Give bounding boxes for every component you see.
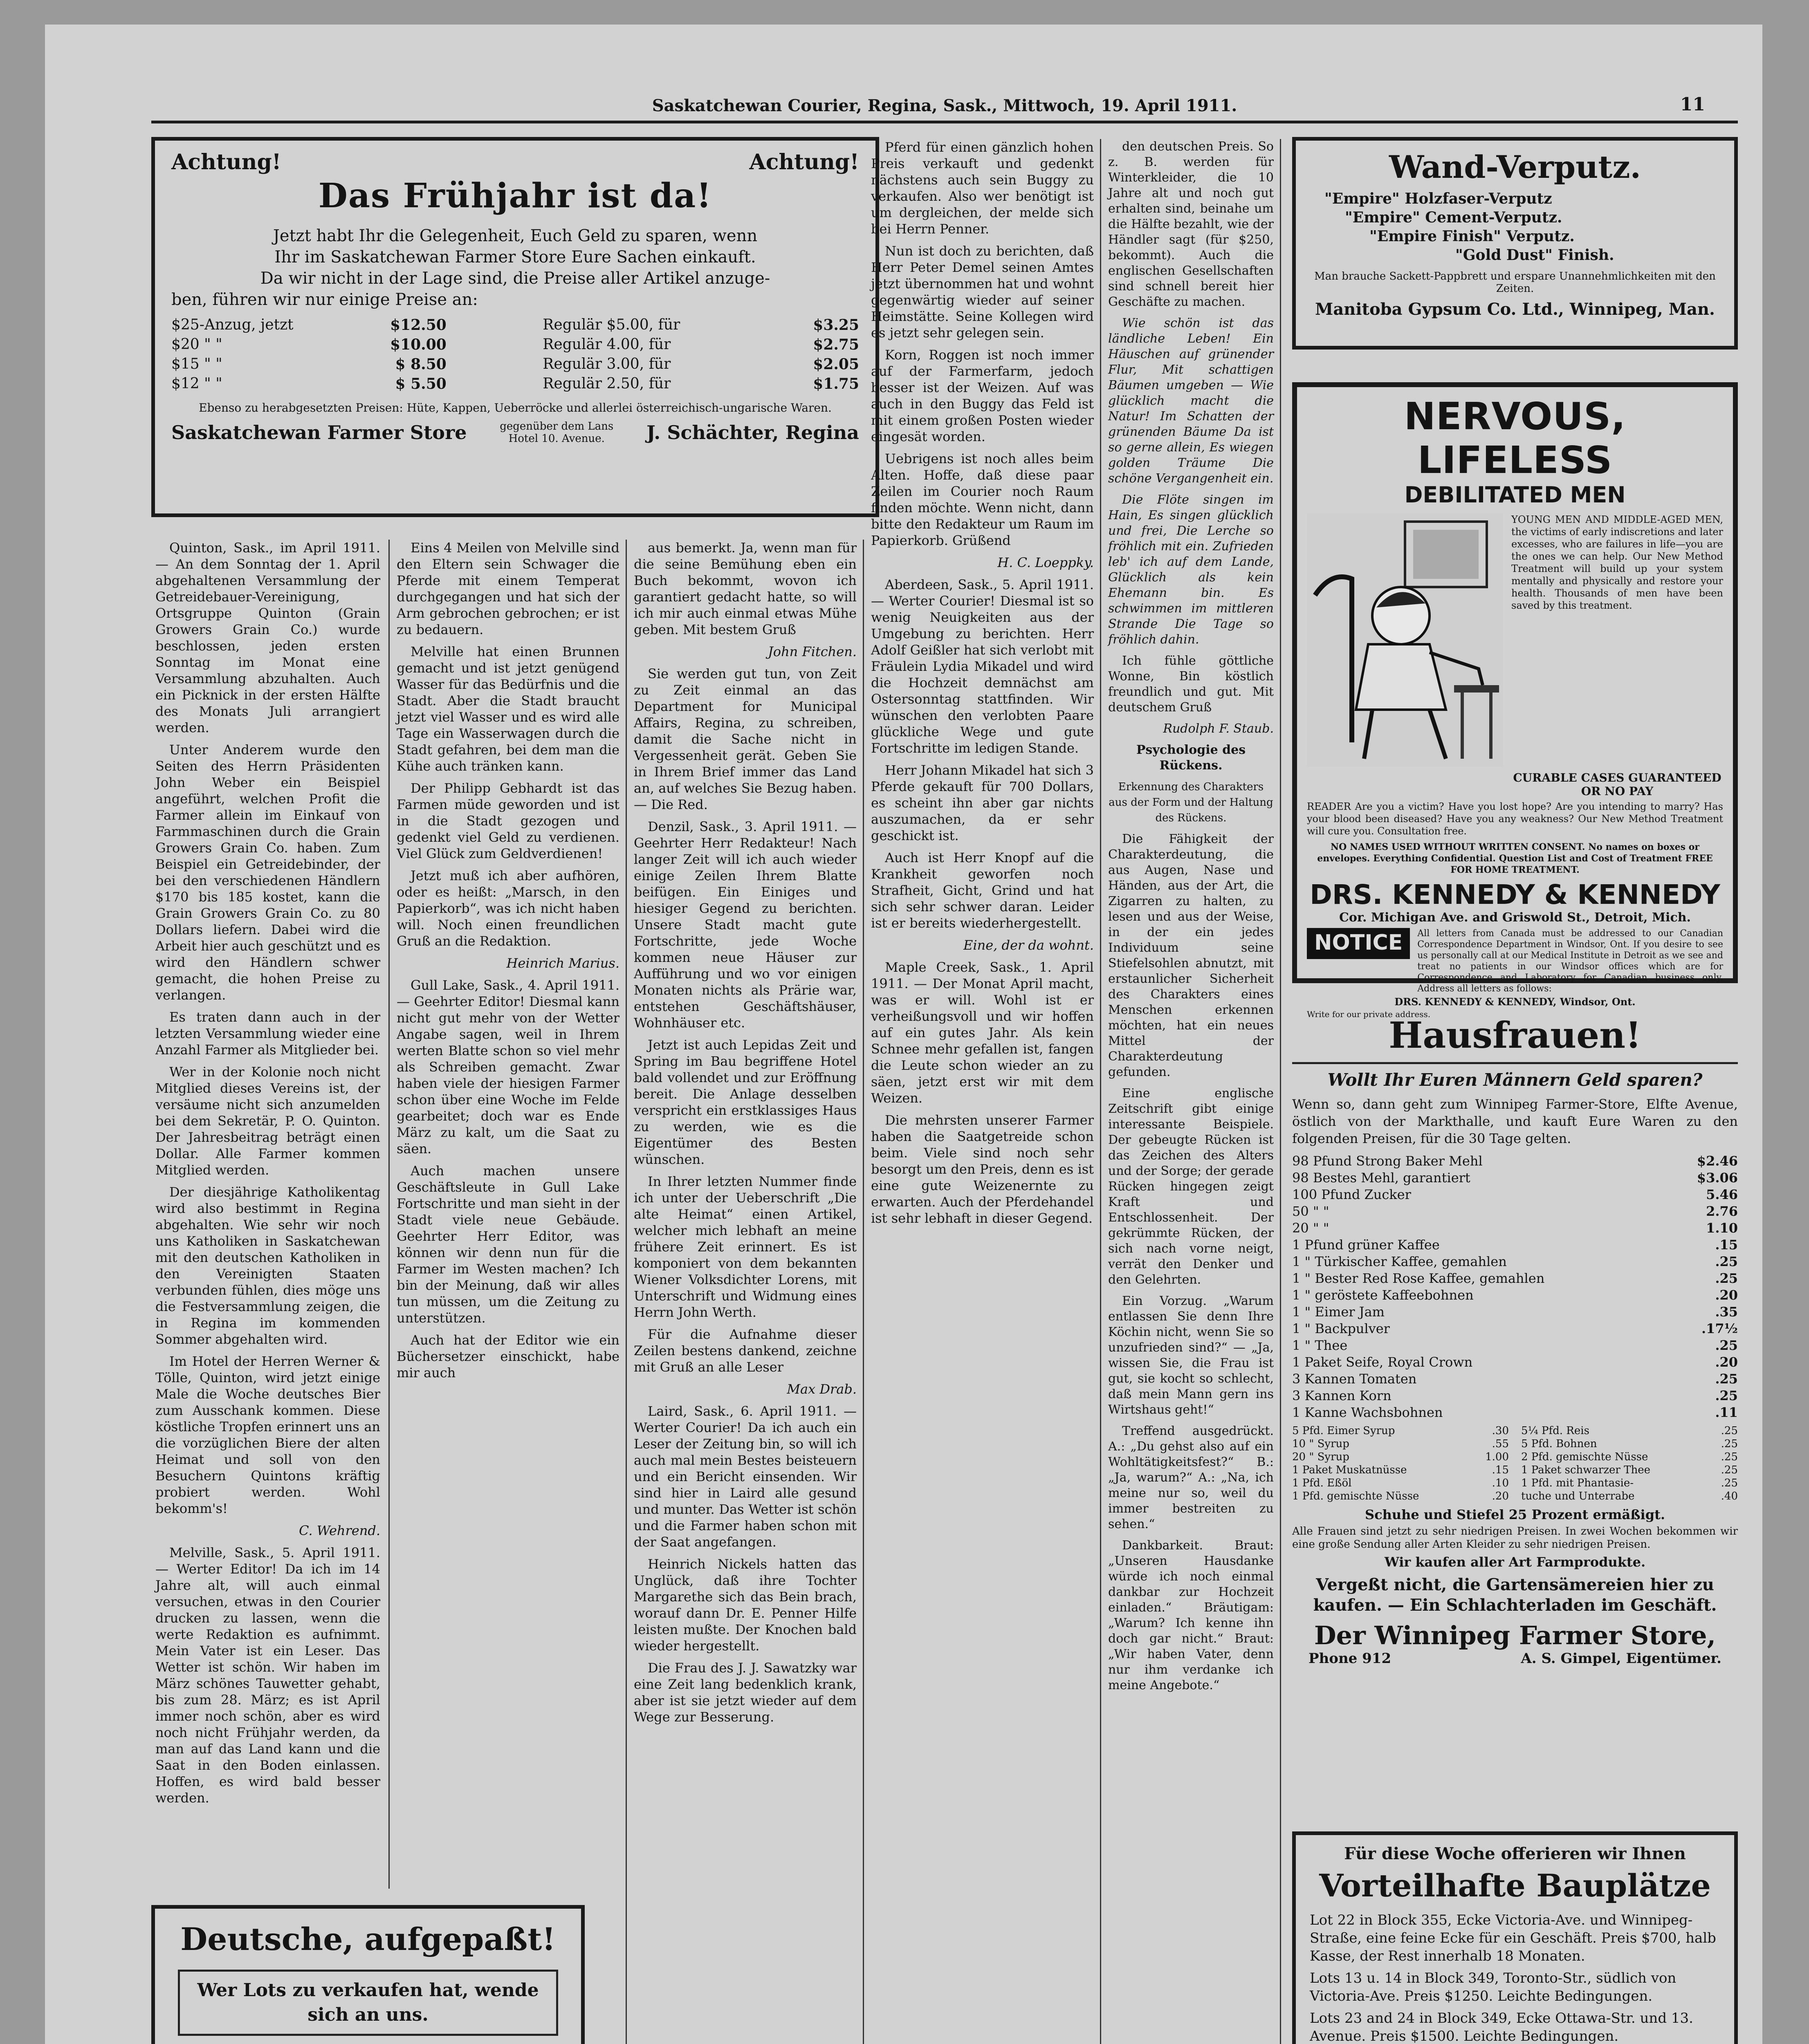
hausfrauen-store: Der Winnipeg Farmer Store, [1314,1620,1716,1650]
small-item: 2 Pfd. gemischte Nüsse [1521,1451,1648,1463]
column-5 [1108,139,1274,2044]
article: Uebrigens ist noch alles beim Alten. Hoffe, daß diese paar Zeilen im Courier noch Raum finden möchte. Wenn nicht, dann bitte den Redakteur um Raum im Papierkorb. Grüßend [871,451,1094,548]
item-price: .25 [1715,1338,1738,1353]
small-price: .40 [1721,1490,1738,1502]
article: Maple Creek, Sask., 1. April 1911. — Der Monat April macht, was er will. Wohl ist er verheißungsvoll und wir hoffen auf ein gutes Jahr. Als kein Schnee mehr gefallen ist, fangen die Leute schon wieder an zu säen, jetzt erst wir mit dem Weizen. [871,959,1094,1106]
page-number: 11 [1680,94,1705,115]
article: Im Hotel der Herren Werner & Tölle, Quinton, wird jetzt einige Male die Woche deutsches Bier zum Ausschank kommen. Diese köstliche Tropfen erinnert uns an die vorzüglichen Biere der alten Heimat und soll von den Besuchern Quintons kräftig probiert werden. Wohl bekomm's! [155,1354,380,1516]
article: Unter Anderem wurde den Seiten des Herrn Präsidenten John Weber ein Beispiel angeführt, welchen Profit die Farmer allein im Einkauf von Farmmaschinen durch die Grain Growers Grain Co. haben. Zum Beispiel ein Getreidebinder, der bei den verschiedenen Händlern $170 bis 185 kostet, kann die Grain Growers Grain Co. zu 80 Dollars liefern. Dabei wird die Arbeit hier auch geschützt und es wird den Händlern schwer gemacht, die hohen Preise zu verlangen. [155,742,380,1003]
item-name: 1 Kanne Wachsbohnen [1292,1405,1443,1420]
item-price: 5.46 [1706,1187,1738,1202]
small-item: 1 Pfd. mit Phantasie- [1521,1477,1634,1489]
article: den deutschen Preis. So z. B. werden für Winterkleider, die 10 Jahre alt und noch gut erhalten sind, beinahe um die Hälfte bezahlt, wie der Händler sagt (für $250, bekommt). Auch die englischen Gesellschaften sind schnell bereit hier Geschäfte zu machen. [1108,139,1274,309]
suit-price: $10.00 [390,336,447,353]
hausfrauen-title: Hausfrauen! [1389,1014,1641,1056]
small-item: 1 Pfd. gemischte Nüsse [1292,1490,1419,1502]
rink-title: Deutsche, aufgepaßt! [180,1921,556,1957]
ad-hausfrauen [1292,1014,1738,1791]
item-name: 1 Pfund grüner Kaffee [1292,1237,1440,1253]
ad-saskatchewan-farmer-store [151,137,879,517]
item-price: .15 [1715,1237,1738,1253]
price-row [171,335,859,354]
suit-label: $20 " " [171,336,222,353]
small-price: .10 [1492,1477,1509,1489]
lot-offer: Lot 22 in Block 355, Ecke Victoria-Ave. und Winnipeg-Straße, eine feine Ecke für ein Geschäft. Preis $700, halb Kasse, der Rest innerhalb 18 Monaten. [1310,1912,1716,1964]
item-name: 1 " Bester Red Rose Kaffee, gemahlen [1292,1271,1545,1286]
column-4 [871,139,1094,2044]
notice-label: NOTICE [1307,928,1410,959]
column-rule [863,540,864,2044]
column-rule [626,540,627,2044]
poem: Wie schön ist das ländliche Leben! Ein Häuschen auf grünender Flur, Mit schattigen Bäumen umgeben — Wie glücklich macht die Natur! Im Schatten der grünenden Bäume Da ist so gerne allein, Es wiegen golden Träume Die schöne Vergangenheit ein. [1108,316,1274,486]
article: Quinton, Sask., im April 1911. — An dem Sonntag der 1. April abgehaltenen Versammlung der Getreidebauer-Vereinigung, Ortsgruppe Quinton (Grain Growers Grain Co.) wurde beschlossen, jeden ersten Sonntag im Monat eine Versammlung abzuhalten. Auch ein Picknick in der ersten Hälfte des Monats Juli arrangiert werden. [155,540,380,735]
price-item [1292,1153,1738,1170]
regular-price: $3.25 [813,316,859,334]
suit-price: $ 5.50 [395,375,447,392]
price-item [1292,1371,1738,1387]
ad-store-address: gegenüber dem Lans Hotel 10. Avenue. [500,420,614,445]
anecdote: Dankbarkeit. Braut: „Unseren Hausdanke würde ich noch einmal dankbar zur Hochzeit einladen.“ Bräutigam: „Warum? Ich kenne ihn doch gar nicht.“ Braut: „Wir haben Vater, denn nur ihm verdanke ich meine Angebote.“ [1108,1538,1274,1692]
price-item [1292,1320,1738,1337]
ad-headline: Das Frühjahr ist da! [318,176,712,215]
signature: Max Drab. [787,1381,857,1397]
small-price: .15 [1492,1464,1509,1476]
regular-label: Regulär 3.00, für [543,356,671,372]
article: Denzil, Sask., 3. April 1911. — Geehrter Herr Redakteur! Nach langer Zeit will ich auch wieder einige Zeilen Ihrem Blatte beifügen. Ein Einiges und hiesiger Gegend zu berichten. Unsere Stadt macht gute Fortschritte, jede Woche kommen neue Häuser zur Aufführung und wo vor einigen Monaten nichts als Prärie war, entstehen Geschäftshäuser, Wohnhäuser etc. [634,819,857,1031]
item-name: 98 Bestes Mehl, garantiert [1292,1170,1470,1186]
lot-offer: Lots 23 and 24 in Block 349, Ecke Ottawa-Str. und 13. Avenue. Preis $1500. Leichte Bedingungen. [1310,2010,1693,2044]
article: Laird, Sask., 6. April 1911. — Werter Courier! Da ich auch ein Leser der Zeitung bin, so will ich auch mal mein Bestes beisteuern und ein Bericht einsenden. Wir sind hier in Laird alle gesund und munter. Das Wetter ist schön und die Farmer haben schon mit der Saat angefangen. [634,1403,857,1550]
item-price: $2.46 [1697,1153,1738,1169]
item-name: 1 " geröstete Kaffeebohnen [1292,1287,1474,1303]
kennedy-subhead: DEBILITATED MEN [1404,482,1626,508]
price-item [1292,1220,1738,1237]
item-price: .17½ [1701,1321,1738,1336]
article: Melville, Sask., 5. April 1911. — Werter Editor! Da ich im 14 Jahre alt, will auch einmal versuchen, etwas in den Courier drucken zu lassen, wenn die werte Redaktion es aufnimmt. Mein Vater ist ein Leser. Das Wetter ist schön. Wir haben im März schönes Tauwetter gehabt, bis zum 28. März; es ist April immer noch schön, aber es wird noch nicht Frühjahr werden, da man auf das Land kann und die Saat in den Boden einlassen. Hoffen, es wird bald besser werden. [155,1545,380,1806]
signature: John Fitchen. [768,644,857,659]
small-price: .55 [1492,1438,1509,1450]
signature: Eine, der da wohnt. [963,937,1094,953]
small-item: 5 Pfd. Bohnen [1521,1438,1597,1450]
small-price: .20 [1492,1490,1509,1502]
article: Gull Lake, Sask., 4. April 1911. — Geehrter Editor! Diesmal kann nicht gut mehr von der Wetter Angabe sagen, weil in Ihrem werten Blatte schon so viel mehr als Schreiben gemacht. Zwar haben viele der hiesigen Farmer schon über eine Woche im Felde gearbeitet; doch war es Ende März zu kalt, um die Saat zu säen. [397,977,619,1156]
small-price: .25 [1721,1477,1738,1489]
plaster-product: "Empire" Holzfaser-Verputz [1324,190,1552,207]
lots-intro: Für diese Woche offerieren wir Ihnen [1344,1844,1686,1863]
small-price: .30 [1492,1425,1509,1437]
rink-line-2: sich an uns. [307,2004,429,2025]
hausfrauen-produce: Wir kaufen aller Art Farmprodukte. [1384,1554,1646,1570]
regular-label: Regulär 2.50, für [543,375,671,392]
article: Eins 4 Meilen von Melville sind den Eltern sein Schwager die Pferde mit einem Temperat durchgegangen und hat sich der Arm gebrochen gebrochen; er ist zu bedauern. [397,540,619,637]
price-item [1292,1170,1738,1186]
suit-label: $15 " " [171,356,222,372]
hausfrauen-shoes: Schuhe und Stiefel 25 Prozent ermäßigt. [1365,1507,1665,1522]
suit-price: $12.50 [390,316,447,334]
regular-price: $2.75 [813,336,859,353]
item-name: 1 " Türkischer Kaffee, gemahlen [1292,1254,1507,1269]
column-1 [155,540,380,1880]
small-price: .25 [1721,1425,1738,1437]
kennedy-body: YOUNG MEN AND MIDDLE-AGED MEN, the victims of early indiscretions and later excesses, who are failures in life—you are the ones we can help. Our New Method Treatment will build up your system mentally and physically and restore your health. Thousands of men have been saved by this treatment. [1511,514,1723,611]
suit-label: $25-Anzug, jetzt [171,316,294,333]
price-item [1292,1387,1738,1404]
newspaper-page [45,25,1762,2044]
ad-intro-4: ben, führen wir nur einige Preise an: [171,290,478,309]
item-price: .25 [1715,1371,1738,1387]
hausfrauen-pricelist [1292,1153,1738,1421]
small-item: 1 Pfd. Eßöl [1292,1477,1352,1489]
column-rule [1280,139,1281,2044]
seated-man-illustration [1307,513,1503,767]
small-price: .25 [1721,1464,1738,1476]
item-price: 1.10 [1706,1220,1738,1236]
ad-intro-2: Ihr im Saskatchewan Farmer Store Eure Sachen einkauft. [274,248,756,267]
article: Die Frau des J. J. Sawatzky war eine Zeit lang bedenklich krank, aber ist sie jetzt wieder auf dem Wege zur Besserung. [634,1660,857,1725]
small-list-left [1292,1424,1509,1503]
item-name: 1 " Thee [1292,1338,1348,1353]
plaster-title: Wand-Verputz. [1389,149,1641,185]
plaster-product: "Empire Finish" Verputz. [1369,228,1575,245]
small-item: 10 " Syrup [1292,1438,1349,1450]
article: Melville hat einen Brunnen gemacht und ist jetzt genügend Wasser für das Bedürfnis und die Stadt. Aber die Stadt braucht jetzt viel Wasser und es wird alle Tage ein Wasserwagen durch die Stadt gefahren, bei dem man die Kühe auch tränken kann. [397,644,619,774]
article: Wer in der Kolonie noch nicht Mitglied dieses Vereins ist, der versäume nicht sich anzumelden bei dem Sekretär, P. O. Quinton. Der Jahresbeitrag beträgt einen Dollar. Alle Farmer kommen Mitglied werden. [155,1064,380,1178]
ad-john-ehmann-lots [1292,1831,1738,2044]
hausfrauen-phone: Phone 912 [1308,1650,1392,1667]
lot-offer: Lots 13 u. 14 in Block 349, Toronto-Str., südlich von Victoria-Ave. Preis $1250. Leichte Bedingungen. [1310,1970,1677,2004]
regular-label: Regulär $5.00, für [543,316,680,333]
article: Korn, Roggen ist noch immer auf der Farmerfarm, jedoch besser ist der Weizen. Auf was auch in den Buggy das Feld ist mit einem großen Posten wieder eingesät worden. [871,347,1094,444]
signature: C. Wehrend. [299,1523,380,1538]
ad-manitoba-gypsum [1292,137,1738,350]
price-row [171,374,859,394]
ad-price-rows [171,315,859,394]
kennedy-headline: NERVOUS, LIFELESS [1404,394,1626,482]
item-price: .25 [1715,1271,1738,1286]
plaster-product: "Empire" Cement-Verputz. [1345,209,1562,226]
small-price: .25 [1721,1451,1738,1463]
small-item: 5 Pfd. Eimer Syrup [1292,1425,1395,1437]
hausfrauen-intro: Wenn so, dann geht zum Winnipeg Farmer-Store, Elfte Avenue, östlich von der Markthalle, und kauft Eure Waren zu den folgenden Preisen, für die 30 Tage gelten. [1292,1096,1738,1146]
anecdote: Treffend ausgedrückt. A.: „Du gehst also auf ein Wohltätigkeitsfest?“ B.: „Ja, warum?“ A.: „Na, ich meine nur so, weil du immer bestreiten zu sehen.“ [1108,1424,1274,1531]
article: Der diesjährige Katholikentag wird also bestimmt in Regina abgehalten. Wie sehr wir noch uns Katholiken in Saskatchewan mit den deutschen Katholiken in den Vereinigten Staaten verbunden fühlen, dies möge uns die Festversammlung zeigen, die in Regina im kommenden Sommer abgehalten wird. [155,1184,380,1347]
hausfrauen-note: Alle Frauen sind jetzt zu sehr niedrigen Preisen. In zwei Wochen bekommen wir eine große Sendung aller Arten Kleider zu sehr niedrigen Preisen. [1292,1525,1738,1551]
kennedy-windsor: DRS. KENNEDY & KENNEDY, Windsor, Ont. [1394,996,1636,1008]
kennedy-doctors: DRS. KENNEDY & KENNEDY [1310,879,1720,910]
article: Auch ist Herr Knopf auf die Krankheit geworfen noch Strafheit, Gicht, Grind und hat sich sehr schwer daran. Leider ist er bereits wiederhergestellt. [871,850,1094,931]
article: Herr Johann Mikadel hat sich 3 Pferde gekauft für 700 Dollars, es scheint ihn aber gar nichts auszumachen, da er sehr geschickt ist. [871,762,1094,843]
suit-price: $ 8.50 [395,356,447,373]
kennedy-warning: NO NAMES USED WITHOUT WRITTEN CONSENT. No names on boxes or envelopes. Everything Confidential. Question List and Cost of Treatment FREE FOR HOME TREATMENT. [1317,842,1713,875]
item-price: .11 [1715,1405,1738,1420]
item-name: 100 Pfund Zucker [1292,1187,1411,1202]
price-item [1292,1404,1738,1421]
article: Jetzt muß ich aber aufhören, oder es heißt: „Marsch, in den Papierkorb“, was ich nicht haben will. Noch einen freundlichen Gruß an die Redaktion. [397,868,619,949]
anecdote: Ein Vorzug. „Warum entlassen Sie denn Ihre Köchin nicht, wenn Sie so unzufrieden sind?“ — „Ja, wissen Sie, die Frau ist gut, sie kocht so schlecht, daß mein Mann gern ins Wirtshaus geht!“ [1108,1294,1274,1417]
item-price: 2.76 [1706,1204,1738,1219]
article: Eine englische Zeitschrift gibt einige interessante Beispiele. Der gebeugte Rücken ist das Zeichen des Alters und der Sorge; der gerade Rücken hingegen zeigt Kraft und Entschlossenheit. Der gekrümmte Rücken, der sich nach vorne neigt, verrät den Denker und den Gelehrten. [1108,1086,1274,1287]
hausfrauen-garden: Vergeßt nicht, die Gartensämereien hier zu kaufen. — Ein Schlachterladen im Geschäft. [1313,1575,1717,1615]
item-name: 1 " Backpulver [1292,1321,1390,1336]
price-item [1292,1337,1738,1354]
ad-note: Ebenso zu herabgesetzten Preisen: Hüte, Kappen, Ueberröcke und allerlei österreichisch-ungarische Waren. [199,401,832,415]
signature: Rudolph F. Staub. [1163,722,1274,736]
item-price: .20 [1715,1287,1738,1303]
item-name: 1 " Eimer Jam [1292,1304,1385,1320]
item-name: 98 Pfund Strong Baker Mehl [1292,1153,1483,1169]
ad-intro-1: Jetzt habt Ihr die Gelegenheit, Euch Geld zu sparen, wenn [273,226,758,245]
item-price: .25 [1715,1254,1738,1269]
header-rule [151,121,1738,123]
item-price: .35 [1715,1304,1738,1320]
price-item [1292,1186,1738,1203]
page-folio: Saskatchewan Courier, Regina, Sask., Mittwoch, 19. April 1911. [652,96,1237,115]
regular-price: $1.75 [813,375,859,392]
signature: Heinrich Marius. [506,955,619,971]
price-item [1292,1270,1738,1287]
ad-alarm-right: Achtung! [749,150,859,175]
price-row [171,354,859,374]
lots-title: Vorteilhafte Bauplätze [1319,1867,1711,1904]
article: aus bemerkt. Ja, wenn man für die seine Bemühung eben ein Buch bekommt, wovon ich garantiert gedacht hatte, so will ich mir auch einmal etwas Mühe geben. Mit bestem Gruß [634,540,857,637]
price-item [1292,1354,1738,1371]
small-list-right [1521,1424,1738,1503]
item-name: 3 Kannen Tomaten [1292,1371,1417,1387]
article: Pferd für einen gänzlich hohen Preis verkauft und gedenkt nächstens auch sein Buggy zu verkaufen. Also wer benötigt ist um dergleichen, der melde sich bei Herrn Penner. [871,139,1094,237]
kennedy-reader: READER Are you a victim? Have you lost hope? Are you intending to marry? Has your blood been diseased? Have you any weakness? Our New Method Treatment will cure you. Consultation free. [1307,801,1723,837]
column-rule [388,540,390,1889]
kennedy-address: Cor. Michigan Ave. and Griswold St., Detroit, Mich. [1339,910,1691,925]
article: Heinrich Nickels hatten das Unglück, daß ihre Tochter Margarethe sich das Bein brach, worauf dann Dr. E. Penner Hilfe leisten mußte. Der Knochen bald wieder hergestellt. [634,1556,857,1654]
item-price: .25 [1715,1388,1738,1403]
item-name: 20 " " [1292,1220,1329,1236]
small-price: 1.00 [1485,1451,1509,1463]
article-heading: Psychologie des Rückens. [1136,743,1246,773]
price-item [1292,1304,1738,1320]
suit-label: $12 " " [171,375,222,392]
article: Der Philipp Gebhardt ist das Farmen müde geworden und ist in die Stadt gezogen und gedenkt viel Geld zu verdienen. Viel Glück zum Geldverdienen! [397,780,619,861]
item-price: .20 [1715,1354,1738,1370]
ad-drs-kennedy [1292,382,1738,1019]
price-item [1292,1203,1738,1220]
article: Ich fühle göttliche Wonne, Bin köstlich freundlich und gut. Mit deutschem Gruß [1108,654,1274,715]
small-item: 1 Paket Muskatnüsse [1292,1464,1407,1476]
ad-store-name: Saskatchewan Farmer Store [171,421,467,444]
ad-intro-3: Da wir nicht in der Lage sind, die Preise aller Artikel anzuge- [260,269,770,288]
hausfrauen-question: Wollt Ihr Euren Männern Geld sparen? [1327,1070,1703,1090]
price-item [1292,1253,1738,1270]
price-item [1292,1237,1738,1253]
article: Die mehrsten unserer Farmer haben die Saatgetreide schon beim. Viele sind noch sehr besorgt um den Preis, denn es ist eine gute Weizenernte zu erwarten. Auch der Pferdehandel ist sehr lebhaft in dieser Gegend. [871,1112,1094,1226]
price-item [1292,1287,1738,1304]
kennedy-cure: CURABLE CASES GUARANTEED OR NO PAY [1513,771,1721,798]
column-2 [397,540,619,2044]
regular-price: $2.05 [813,356,859,373]
small-item: 5¼ Pfd. Reis [1521,1425,1589,1437]
article: Sie werden gut tun, von Zeit zu Zeit einmal an das Department for Municipal Affairs, Regina, zu schreiben, damit die Sache nicht in Vergessenheit gerät. Geben Sie in Ihrem Brief immer das Land an, auf welches Sie Bezug haben. — Die Red. [634,666,857,812]
ad-store-owner: J. Schächter, Regina [646,421,859,444]
ad-alarm-left: Achtung! [171,150,281,175]
signature: H. C. Loeppky. [997,555,1094,570]
article: Jetzt ist auch Lepidas Zeit und Spring im Bau begriffene Hotel bald vollendet und zur Eröffnung bereit. Die Anlage desselben verspricht ein erstklassiges Haus zu werden, wie es die Eigentümer des Besten wünschen. [634,1037,857,1167]
small-price: .25 [1721,1438,1738,1450]
poem: Die Flöte singen im Hain, Es singen glücklich und frei, Die Lerche so fröhlich mit ein. Zufrieden leb' ich auf dem Lande, Glücklich als kein Ehemann bin. Es schwimmen im mittleren Strande Die Tage so fröhlich dahin. [1108,493,1274,647]
item-name: 1 Paket Seife, Royal Crown [1292,1354,1473,1370]
regular-label: Regulär 4.00, für [543,336,671,353]
column-3 [634,540,857,2044]
article: Auch machen unsere Geschäftsleute in Gull Lake Fortschritte und man sieht in der Stadt viele neue Gebäude. Geehrter Herr Editor, was können wir denn nun für die Farmer im Westen machen? Ich bin der Meinung, daß wir alles tun müssen, um die Zeitung zu unterstützen. [397,1163,619,1326]
article: Für die Aufnahme dieser Zeilen bestens dankend, zeichne mit Gruß an alle Leser [634,1327,857,1375]
column-rule [1100,139,1101,2044]
plaster-company: Manitoba Gypsum Co. Ltd., Winnipeg, Man. [1315,300,1715,319]
plaster-product: "Gold Dust" Finish. [1455,247,1614,264]
article: Die Fähigkeit der Charakterdeutung, die aus Augen, Nase und Händen, aus der Art, die Zigarren zu halten, zu lesen und aus der Weise, in der ein jedes Individuum seine Stiefelsohlen abnutzt, mit erstaunlicher Sicherheit des Charakters eines Menschen erkennen möchten, hat ein neues Mittel der Charakterdeutung gefunden. [1108,832,1274,1079]
article: Auch hat der Editor wie ein Büchersetzer einschickt, habe mir auch [397,1332,619,1381]
item-name: 3 Kannen Korn [1292,1388,1392,1403]
small-item: 1 Paket schwarzer Thee [1521,1464,1650,1476]
article: Es traten dann auch in der letzten Versammlung wieder eine Anzahl Farmer als Mitglieder bei. [155,1009,380,1058]
rink-line-1: Wer Lots zu verkaufen hat, wende [197,1980,539,2001]
item-price: $3.06 [1697,1170,1738,1186]
plaster-note: Man brauche Sackett-Pappbrett und erspare Unannehmlichkeiten mit den Zeiten. [1314,270,1716,295]
item-name: 50 " " [1292,1204,1329,1219]
hausfrauen-owner: A. S. Gimpel, Eigentümer. [1521,1650,1721,1667]
article: Nun ist doch zu berichten, daß Herr Peter Demel seinen Amtes jetzt übernommen hat und wohnt gegenwärtig wieder auf seiner Heimstätte. Seine Kollegen wird es jetzt sehr gelegen sein. [871,243,1094,341]
small-item: 20 " Syrup [1292,1451,1349,1463]
kennedy-footer: Write for our private address. [1307,1009,1431,1019]
notice-text: All letters from Canada must be addressed to our Canadian Correspondence Department in Windsor, Ont. If you desire to see us personally call at our Medical Institute in Detroit as we see and treat no patients in our Windsor offices which are for Correspondence and Laboratory for Canadian business only. Address all letters as follows: [1417,928,1723,994]
article-subheading: Erkennung des Charakters aus der Form und der Haltung des Rückens. [1109,781,1273,824]
small-item: tuche und Unterrabe [1521,1490,1635,1502]
article: In Ihrer letzten Nummer finde ich unter der Ueberschrift „Die alte Heimat“ einen Artikel, welcher mich lebhaft an meine frühere Zeit erinnert. Es ist komponiert von dem bekannten Wiener Volksdichter Lorens, mit Unterschrift und Widmung eines Herrn John Werth. [634,1174,857,1320]
article: Aberdeen, Sask., 5. April 1911. — Werter Courier! Diesmal ist so wenig Neuigkeiten aus der Umgebung zu berichten. Herr Adolf Geißler hat sich verlobt mit Fräulein Lydia Mikadel und wird die Hochzeit demnächst am Ostersonntag stattfinden. Wir wünschen den verlobten Paare glückliche Wege und gute Fortschritte im ledigen Stande. [871,577,1094,756]
price-row [171,315,859,335]
